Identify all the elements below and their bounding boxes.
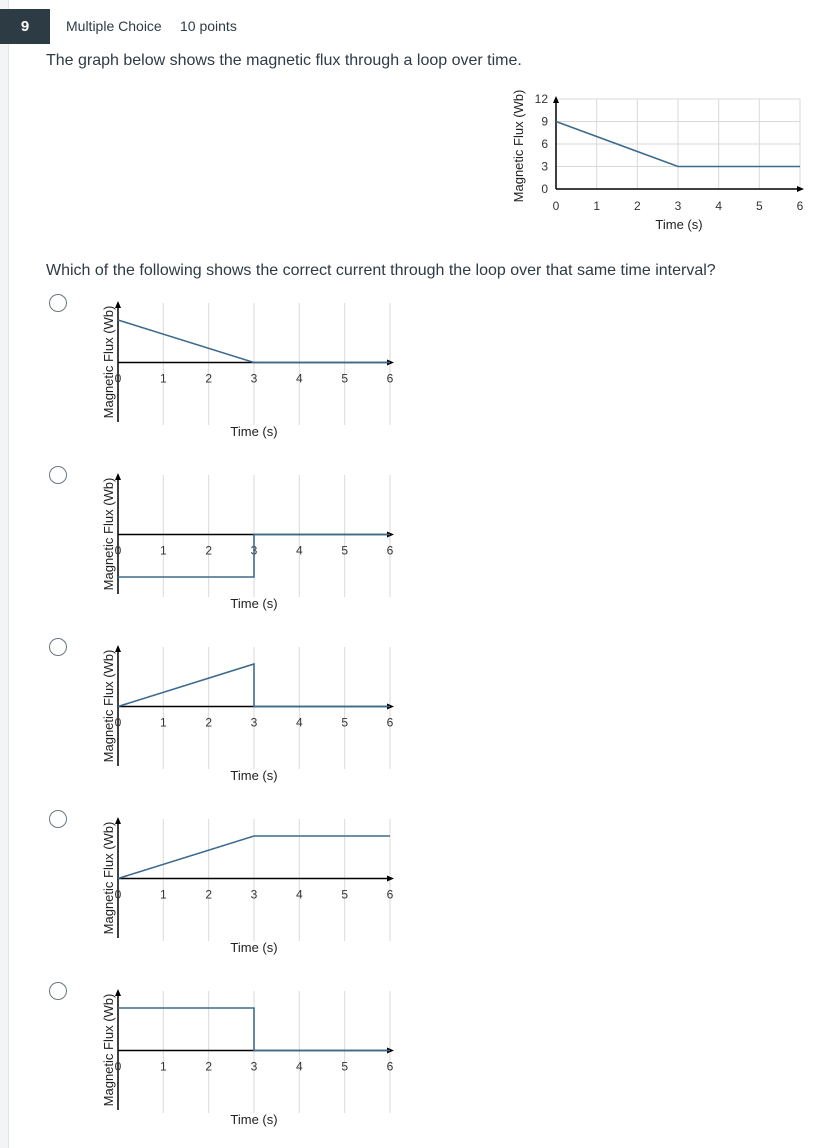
x-tick-label: 0 xyxy=(552,199,560,213)
x-tick-label: 0 xyxy=(114,371,122,386)
x-tick-label: 4 xyxy=(295,715,303,730)
x-tick-label: 5 xyxy=(341,543,349,558)
series-line xyxy=(118,664,390,707)
x-tick-label: 6 xyxy=(386,371,394,386)
x-tick-label: 0 xyxy=(114,715,122,730)
x-axis-title: Time (s) xyxy=(655,217,703,232)
series-line xyxy=(118,1008,390,1051)
x-tick-label: 5 xyxy=(341,371,349,386)
left-border xyxy=(0,0,9,1148)
answer-graph-e xyxy=(96,988,416,1133)
answer-graph-c xyxy=(96,644,416,789)
x-tick-label: 6 xyxy=(386,715,394,730)
flux-graph xyxy=(506,86,816,236)
y-tick-label: 12 xyxy=(534,92,548,106)
x-tick-label: 6 xyxy=(386,1059,394,1074)
question-text: Which of the following shows the correct current through the loop over that same time interval? xyxy=(46,262,716,279)
y-tick-label: 3 xyxy=(541,159,548,174)
x-tick-label: 1 xyxy=(159,1059,167,1074)
x-tick-label: 6 xyxy=(386,543,394,558)
x-tick-label: 2 xyxy=(205,371,213,386)
x-axis-title: Time (s) xyxy=(230,768,278,783)
x-tick-label: 1 xyxy=(159,887,167,902)
x-tick-label: 3 xyxy=(250,1059,258,1074)
x-tick-label: 4 xyxy=(295,887,303,902)
x-tick-label: 2 xyxy=(205,543,213,558)
y-axis-title: Magnetic Flux (Wb) xyxy=(101,305,116,419)
x-tick-label: 2 xyxy=(205,715,213,730)
x-tick-label: 0 xyxy=(114,543,122,558)
x-tick-label: 4 xyxy=(295,371,303,386)
x-tick-label: 3 xyxy=(250,371,258,386)
answer-radio-a[interactable] xyxy=(49,294,67,312)
x-tick-label: 3 xyxy=(250,887,258,902)
x-tick-label: 6 xyxy=(796,199,804,213)
x-tick-label: 5 xyxy=(341,1059,349,1074)
y-tick-label: 6 xyxy=(541,137,548,151)
x-tick-label: 2 xyxy=(205,1059,213,1074)
x-tick-label: 2 xyxy=(633,199,641,213)
answer-radio-e[interactable] xyxy=(49,982,67,1000)
answer-radio-b[interactable] xyxy=(49,466,67,484)
x-tick-label: 4 xyxy=(295,1059,303,1074)
y-axis-title: Magnetic Flux (Wb) xyxy=(511,89,526,203)
x-axis-title: Time (s) xyxy=(230,596,278,611)
x-tick-label: 5 xyxy=(341,887,349,902)
x-tick-label: 3 xyxy=(250,543,258,558)
series-line xyxy=(118,535,390,578)
x-tick-label: 1 xyxy=(593,199,601,213)
answer-graph-b xyxy=(96,472,416,617)
question-points: 10 points xyxy=(180,18,237,34)
y-axis-title: Magnetic Flux (Wb) xyxy=(101,649,116,763)
x-tick-label: 1 xyxy=(159,715,167,730)
x-tick-label: 3 xyxy=(674,199,682,213)
x-tick-label: 1 xyxy=(159,371,167,386)
answer-radio-c[interactable] xyxy=(49,638,67,656)
x-tick-label: 3 xyxy=(250,715,258,730)
y-axis-title: Magnetic Flux (Wb) xyxy=(101,821,116,935)
y-tick-label: 0 xyxy=(541,182,548,196)
answer-radio-d[interactable] xyxy=(49,810,67,828)
x-tick-label: 4 xyxy=(295,543,303,558)
x-axis-title: Time (s) xyxy=(230,940,278,955)
x-tick-label: 6 xyxy=(386,887,394,902)
x-tick-label: 1 xyxy=(159,543,167,558)
x-tick-label: 5 xyxy=(341,715,349,730)
question-prompt: The graph below shows the magnetic flux through a loop over time. xyxy=(46,52,522,69)
x-axis-title: Time (s) xyxy=(230,1112,278,1127)
question-number: 9 xyxy=(0,9,50,44)
answer-graph-a xyxy=(96,300,416,445)
question-type: Multiple Choice xyxy=(66,18,162,34)
x-tick-label: 4 xyxy=(715,199,723,213)
x-axis-title: Time (s) xyxy=(230,424,278,439)
y-tick-label: 9 xyxy=(541,114,548,129)
x-tick-label: 0 xyxy=(114,887,122,902)
y-axis-title: Magnetic Flux (Wb) xyxy=(101,993,116,1107)
x-tick-label: 0 xyxy=(114,1059,122,1074)
x-tick-label: 5 xyxy=(755,199,763,213)
x-tick-label: 2 xyxy=(205,887,213,902)
y-axis-title: Magnetic Flux (Wb) xyxy=(101,477,116,591)
answer-graph-d xyxy=(96,816,416,961)
